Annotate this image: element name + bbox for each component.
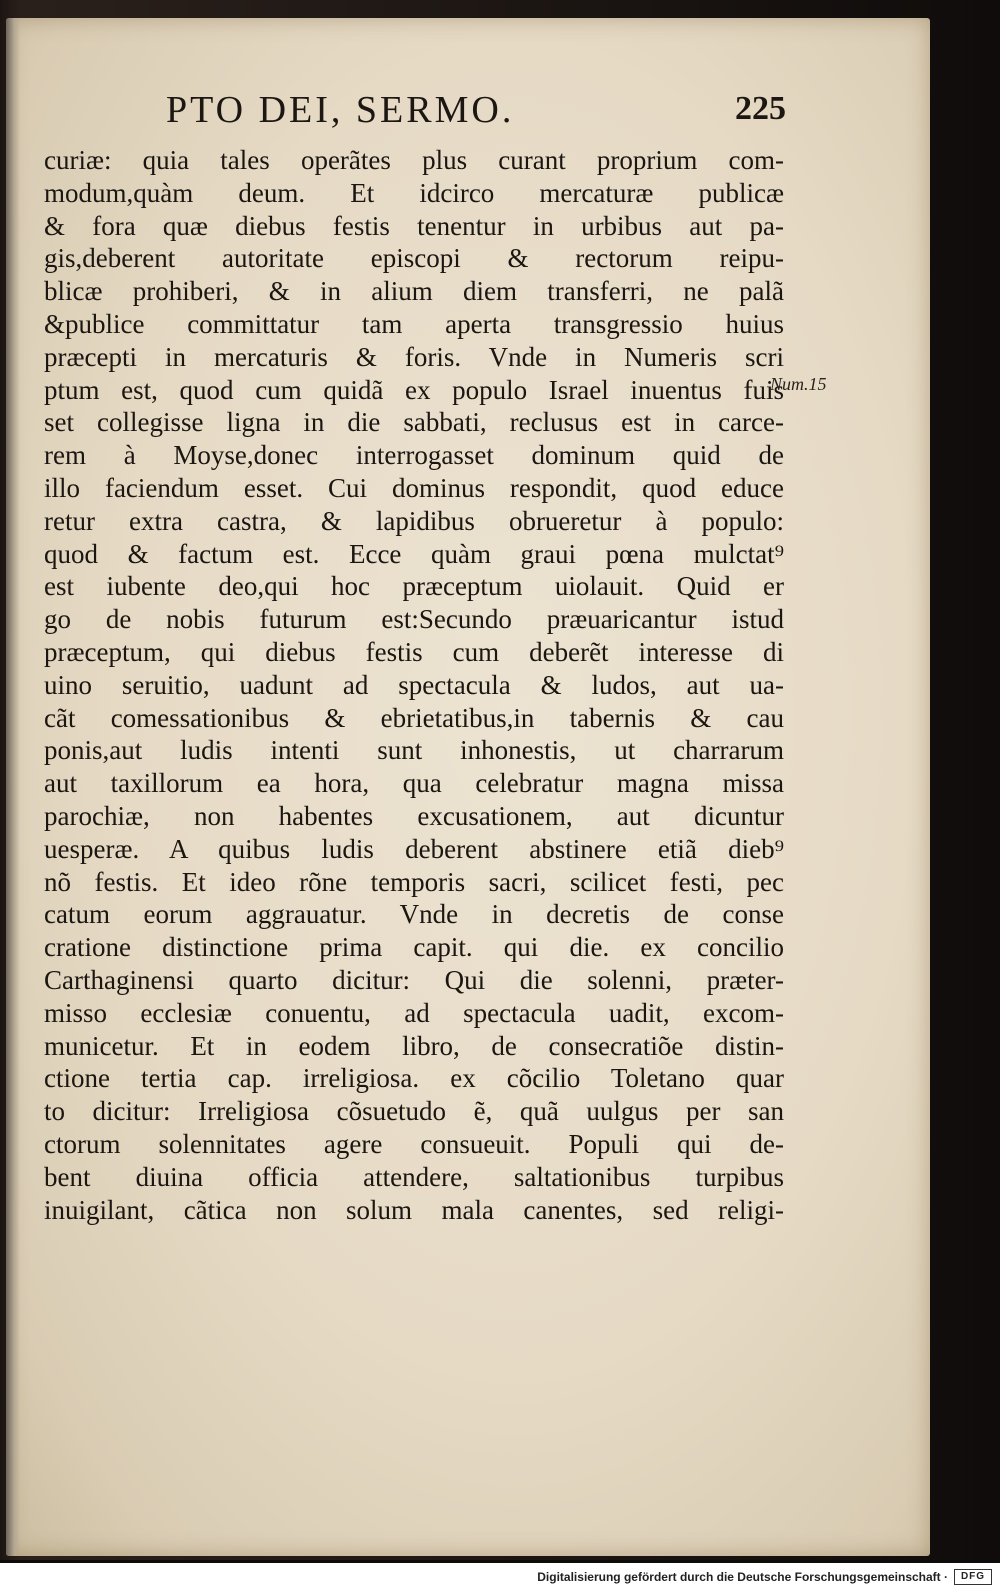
text-line: blicæ prohiberi, & in alium diem transferri, ne palã xyxy=(44,276,784,307)
text-line: ctione tertia cap. irreligiosa. ex cõcilio Toletano quar xyxy=(44,1063,784,1094)
text-line: & fora quæ diebus festis tenentur in urbibus aut pa- xyxy=(44,210,784,241)
text-line: quod & factum est. Ecce quàm graui pœna mulctat⁹ xyxy=(44,538,784,569)
text-line: est iubente deo,qui hoc præceptum uiolauit. Quid er xyxy=(44,571,784,602)
text-line: parochiæ, non habentes excusationem, aut dicuntur xyxy=(44,800,784,831)
text-line: rem à Moyse,donec interrogasset dominum quid de xyxy=(44,440,784,471)
footer-credit: Digitalisierung gefördert durch die Deutsche Forschungsgemeinschaft · xyxy=(537,1570,948,1584)
text-line: catum eorum aggrauatur. Vnde in decretis de conse xyxy=(44,899,784,930)
text-line: illo faciendum esset. Cui dominus respondit, quod educe xyxy=(44,472,784,503)
page-number: 225 xyxy=(735,90,786,127)
text-line: misso ecclesiæ conuentu, ad spectacula uadit, excom- xyxy=(44,997,784,1028)
text-line: uesperæ. A quibus ludis deberent abstinere etiã dieb⁹ xyxy=(44,833,784,864)
running-head: PTO DEI, SERMO. xyxy=(166,89,515,131)
text-line: retur extra castra, & lapidibus obrueretur à populo: xyxy=(44,505,784,536)
text-line: cãt comessationibus & ebrietatibus,in tabernis & cau xyxy=(44,702,784,733)
text-line: bent diuina officia attendere, saltationibus turpibus xyxy=(44,1161,784,1192)
footer-bar xyxy=(0,1563,1000,1593)
text-line: inuigilant, cãtica non solum mala canentes, sed religi- xyxy=(44,1194,784,1225)
body-text xyxy=(44,144,784,1226)
text-line: uino seruitio, uadunt ad spectacula & ludos, aut ua- xyxy=(44,669,784,700)
text-line: ponis,aut ludis intenti sunt inhonestis, ut charrarum xyxy=(44,735,784,766)
text-line: aut taxillorum ea hora, qua celebratur magna missa xyxy=(44,768,784,799)
text-line: &publice committatur tam aperta transgressio huius xyxy=(44,308,784,339)
text-line: go de nobis futurum est:Secundo præuaricantur istud xyxy=(44,604,784,635)
text-line: gis,deberent autoritate episcopi & rectorum reipu- xyxy=(44,243,784,274)
text-line: set collegisse ligna in die sabbati, reclusus est in carce- xyxy=(44,407,784,438)
text-line: to dicitur: Irreligiosa cõsuetudo ẽ, quã uulgus per san xyxy=(44,1096,784,1127)
text-line: ctorum solennitates agere consueuit. Populi qui de- xyxy=(44,1128,784,1159)
book-page xyxy=(6,18,930,1556)
text-line: ptum est, quod cum quidã ex populo Israel inuentus fuis xyxy=(44,374,784,405)
text-line: præceptum, qui diebus festis cum deberẽt interesse di xyxy=(44,636,784,667)
text-line: modum,quàm deum. Et idcirco mercaturæ publicæ xyxy=(44,177,784,208)
text-line: municetur. Et in eodem libro, de consecratiõe distin- xyxy=(44,1030,784,1061)
text-line: præcepti in mercaturis & foris. Vnde in Numeris scri xyxy=(44,341,784,372)
text-line: cratione distinctione prima capit. qui die. ex concilio xyxy=(44,932,784,963)
text-line: nõ festis. Et ideo rõne temporis sacri, scilicet festi, pec xyxy=(44,866,784,897)
page-gutter-edge xyxy=(6,18,20,1556)
text-line: Carthaginensi quarto dicitur: Qui die solenni, præter- xyxy=(44,964,784,995)
margin-note: Num.15 xyxy=(770,374,827,394)
dfg-logo-icon: DFG xyxy=(954,1569,992,1585)
page-header xyxy=(146,88,786,136)
text-line: curiæ: quia tales operãtes plus curant proprium com- xyxy=(44,145,784,175)
